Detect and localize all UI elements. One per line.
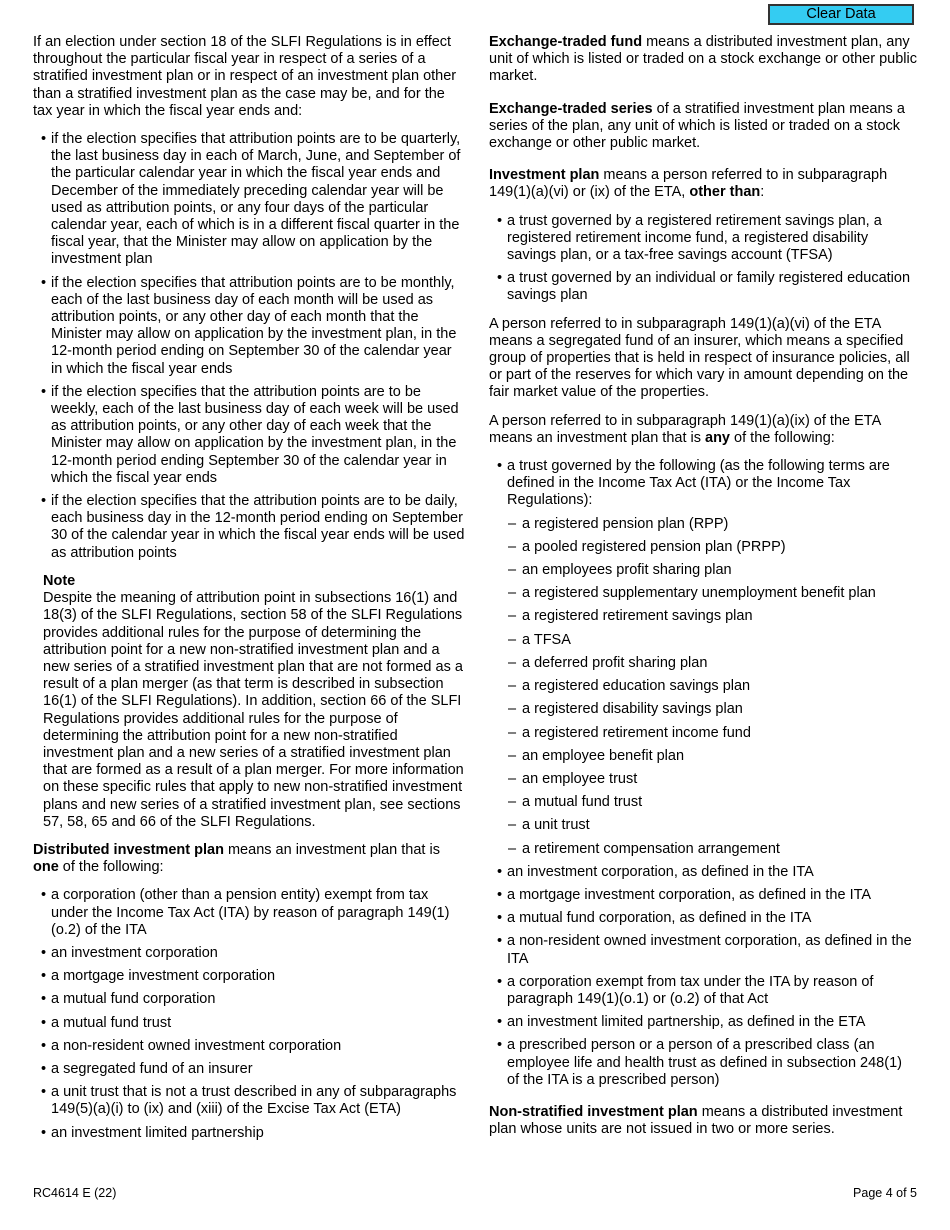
list-item: • a mortgage investment corporation, as defined in the ITA bbox=[489, 887, 917, 904]
dash-item: – a registered education savings plan bbox=[489, 678, 917, 695]
term: Investment plan bbox=[489, 167, 600, 184]
dash-item: – a registered disability savings plan bbox=[489, 701, 917, 718]
list-item: • a trust governed by the following (as the following terms are defined in the Income Tax Act (ITA) or the Income Tax Regulations): bbox=[489, 458, 917, 510]
dash-item: – a mutual fund trust bbox=[489, 794, 917, 811]
note-text: Despite the meaning of attribution point in subsections 16(1) and 18(3) of the SLFI Regulations, section 58 of the SLFI Regulations provides additional rules for the purpose of determining the attribution point for a new non-stratified investment plan and a new series of a stratified investment plan that are not formed as a result of a plan merger (as that term is described in subsection 16(1) of the SLFI Regulations). In addition, section 66 of the SLFI Regulations provides additional rules for the purpose of determining the attribution point for a new non-stratified investment plan and a new series of a stratified investment plan that are formed as a result of a plan merger. For more information on these specific rules that apply to new non-stratified investment plans and new series of a stratified investment plan, see sections 57, 58, 65 and 66 of the SLFI Regulations. bbox=[43, 590, 464, 830]
list-item: • an investment limited partnership bbox=[33, 1125, 465, 1142]
dash-item: – an employees profit sharing plan bbox=[489, 562, 917, 579]
list-item: • if the election specifies that the attribution points are to be daily, each business day in the 12-month period ending on September 30 of the calendar year in which the fiscal year ends will be used as attribution points bbox=[33, 493, 465, 562]
subparagraph-vi-text: A person referred to in subparagraph 149(1)(a)(vi) of the ETA means a segregated fund of an insurer, which means a specified group of properties that is held in respect of insurance policies, all or part of the reserves for which vary in amount depending on the fair market value of the properties. bbox=[489, 315, 910, 401]
form-identifier: RC4614 E (22) bbox=[33, 1186, 117, 1200]
list-item: • if the election specifies that attribution points are to be quarterly, the last business day in each of March, June, and September of the particular calendar year in which the fiscal year ends and December of the immediately preceding calendar year will be used as attribution points, or any four days of the particular calendar year, each of which is in a different fiscal quarter in the fiscal year, that the Minister may allow on application by the investment plan bbox=[33, 131, 465, 269]
right-column bbox=[489, 34, 917, 1138]
list-item: • a trust governed by a registered retirement savings plan, a registered retirement income fund, a registered disability savings plan, or a tax-free savings account (TFSA) bbox=[489, 213, 917, 265]
subparagraph-ix-text: A person referred to in subparagraph 149(1)(a)(ix) of the ETA means an investment plan that is any of the following: bbox=[489, 412, 881, 446]
list-item: • a trust governed by an individual or family registered education savings plan bbox=[489, 270, 917, 304]
election-intro: If an election under section 18 of the SLFI Regulations is in effect throughout the particular fiscal year in respect of a series of a stratified investment plan or in respect of an investment plan other than a stratified investment plan as the case may be, and for the tax year in which the fiscal year ends and: bbox=[33, 34, 457, 119]
dash-item: – a registered supplementary unemployment benefit plan bbox=[489, 585, 917, 602]
list-item: • a mortgage investment corporation bbox=[33, 968, 465, 985]
list-item: • a mutual fund corporation, as defined in the ITA bbox=[489, 910, 917, 927]
note-block bbox=[33, 573, 465, 831]
term: Distributed investment plan bbox=[33, 841, 224, 858]
dash-item: – a registered retirement income fund bbox=[489, 725, 917, 742]
dash-item: – a pooled registered pension plan (PRPP) bbox=[489, 539, 917, 556]
list-item: • if the election specifies that the attribution points are to be weekly, each of the last business day of each week will be used as attribution points, or any other day of each week that the Minister may allow on application by the investment plan, in the 12-month period ending September 30 of the calendar year in which the fiscal year ends bbox=[33, 384, 465, 487]
distributed-plan-list bbox=[33, 887, 465, 1141]
list-item: • an investment corporation, as defined in the ITA bbox=[489, 864, 917, 881]
dash-item: – a TFSA bbox=[489, 632, 917, 649]
definition-exchange-traded-fund: Exchange-traded fund means a distributed investment plan, any unit of which is listed or traded on a stock exchange or other public market. bbox=[489, 34, 917, 85]
dash-item: – an employee benefit plan bbox=[489, 748, 917, 765]
definition-non-stratified-investment-plan: Non-stratified investment plan means a distributed investment plan whose units are not issued in two or more series. bbox=[489, 1103, 903, 1138]
note-title: Note bbox=[43, 572, 76, 589]
term: Exchange-traded series bbox=[489, 100, 653, 117]
definition-distributed-investment-plan: Distributed investment plan means an investment plan that is one of the following: bbox=[33, 841, 440, 876]
left-column bbox=[33, 34, 465, 1142]
list-item: • a mutual fund corporation bbox=[33, 991, 465, 1008]
dash-item: – a registered pension plan (RPP) bbox=[489, 516, 917, 533]
list-item: • a corporation (other than a pension entity) exempt from tax under the Income Tax Act (ITA) by reason of paragraph 149(1)(o.2) of the ITA bbox=[33, 887, 465, 939]
list-item: • a segregated fund of an insurer bbox=[33, 1061, 465, 1078]
list-item: • a corporation exempt from tax under the ITA by reason of paragraph 149(1)(o.1) or (o.2) of that Act bbox=[489, 974, 917, 1008]
list-item: • if the election specifies that attribution points are to be monthly, each of the last business day of each month will be used as attribution points, or any other day of each month that the Minister may allow on application by the investment plan, in the 12-month period ending on September 30 of the calendar year in which the fiscal year ends bbox=[33, 275, 465, 378]
list-item: • an investment limited partnership, as defined in the ETA bbox=[489, 1014, 917, 1031]
definition-exchange-traded-series: Exchange-traded series of a stratified investment plan means a series of the plan, any unit of which is listed or traded on a stock exchange or other public market. bbox=[489, 100, 905, 152]
page-number: Page 4 of 5 bbox=[853, 1186, 917, 1200]
term: Exchange-traded fund bbox=[489, 34, 643, 50]
election-list bbox=[33, 131, 465, 562]
dash-item: – a deferred profit sharing plan bbox=[489, 655, 917, 672]
list-item: • a unit trust that is not a trust described in any of subparagraphs 149(5)(a)(i) to (ix) and (xiii) of the Excise Tax Act (ETA) bbox=[33, 1084, 465, 1118]
dash-item: – a unit trust bbox=[489, 817, 917, 834]
dash-item: – an employee trust bbox=[489, 771, 917, 788]
investment-plan-exclusions bbox=[489, 213, 917, 305]
dash-item: – a retirement compensation arrangement bbox=[489, 841, 917, 858]
term: Non-stratified investment plan bbox=[489, 1103, 698, 1120]
definition-investment-plan: Investment plan means a person referred to in subparagraph 149(1)(a)(vi) or (ix) of the ETA, other than: bbox=[489, 167, 888, 201]
subparagraph-ix-list bbox=[489, 458, 917, 1089]
list-item: • a mutual fund trust bbox=[33, 1015, 465, 1032]
clear-data-button[interactable]: Clear Data bbox=[768, 4, 914, 25]
list-item: • a prescribed person or a person of a prescribed class (an employee life and health trust as defined in subsection 248(1) of the ITA is a prescribed person) bbox=[489, 1037, 917, 1089]
list-item: • a non-resident owned investment corporation, as defined in the ITA bbox=[489, 933, 917, 967]
list-item: • an investment corporation bbox=[33, 945, 465, 962]
dash-item: – a registered retirement savings plan bbox=[489, 608, 917, 625]
list-item: • a non-resident owned investment corporation bbox=[33, 1038, 465, 1055]
